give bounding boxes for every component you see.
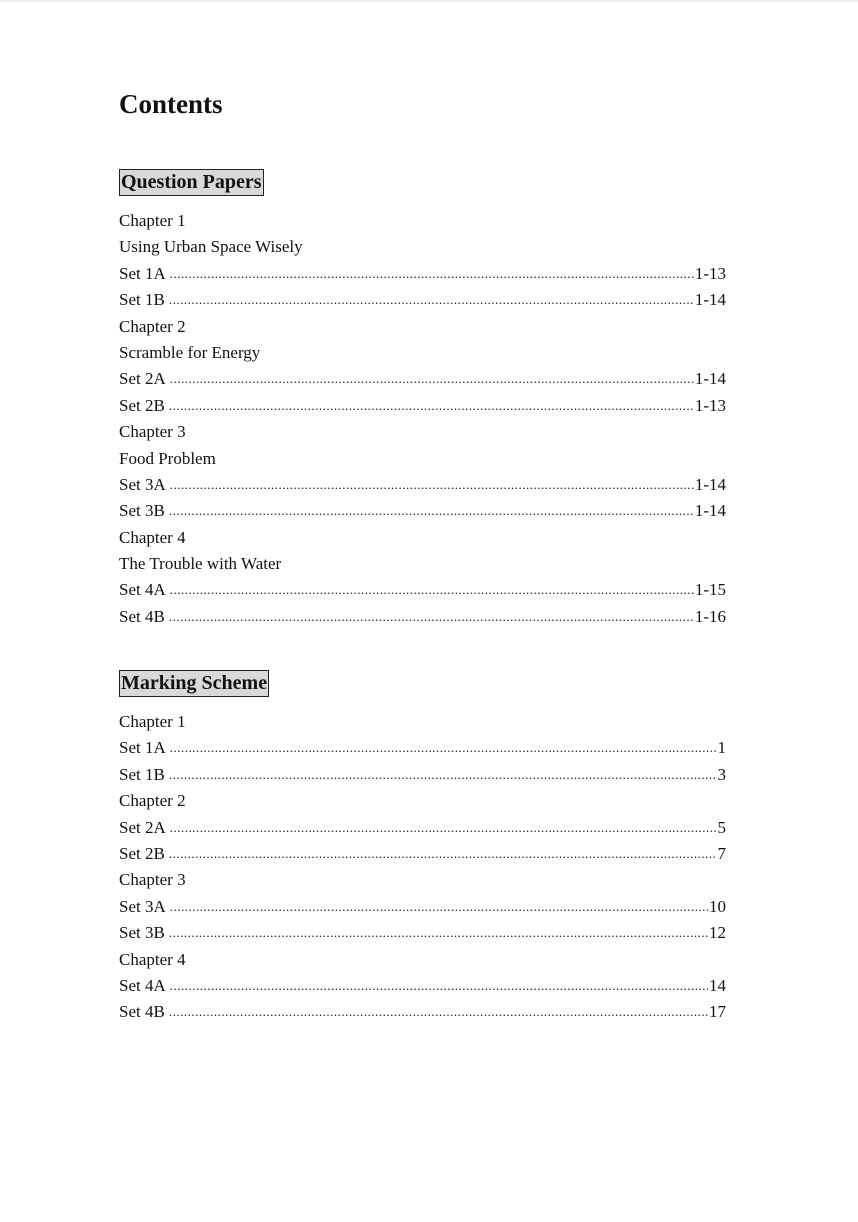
toc-label: Set 1A [119, 738, 166, 758]
toc-label: Food Problem [119, 448, 216, 468]
dot-leader [169, 498, 694, 524]
toc-label: Set 2B [119, 843, 165, 863]
toc-label: Set 3A [119, 474, 166, 494]
toc-label: Chapter 1 [119, 211, 186, 230]
section-question-papers [119, 169, 726, 630]
toc-list [119, 709, 726, 1026]
toc-entry[interactable] [119, 604, 726, 630]
toc-heading [119, 234, 726, 260]
dot-leader [169, 920, 708, 946]
toc-label: Chapter 2 [119, 316, 186, 336]
dot-leader [169, 999, 708, 1025]
toc-heading [119, 947, 726, 973]
dot-leader [169, 841, 717, 867]
toc-entry[interactable] [119, 841, 726, 867]
toc-label: Scramble for Energy [119, 342, 261, 362]
toc-label: Set 4A [119, 580, 166, 600]
dot-leader [170, 815, 717, 841]
section-heading: Question Papers [119, 169, 264, 196]
page-number: 1-13 [694, 395, 726, 415]
dot-leader [170, 577, 694, 603]
section-heading: Marking Scheme [119, 670, 269, 697]
toc-label: Set 1A [119, 263, 166, 283]
page-number: 7 [717, 843, 726, 863]
page-number: 1-15 [694, 580, 726, 600]
toc-label: Set 2A [119, 817, 166, 837]
toc-entry[interactable] [119, 973, 726, 999]
toc-heading [119, 525, 726, 551]
toc-label: Set 2B [119, 395, 165, 415]
toc-list [119, 208, 726, 630]
dot-leader [170, 894, 708, 920]
toc-label: Set 3A [119, 896, 166, 916]
toc-entry[interactable] [119, 577, 726, 603]
page-number: 1-14 [694, 369, 726, 389]
toc-entry[interactable] [119, 815, 726, 841]
page-number: 3 [717, 764, 726, 784]
page-number: 1-13 [694, 263, 726, 283]
page-top-edge [0, 0, 858, 3]
page-number: 1-14 [694, 501, 726, 521]
dot-leader [169, 762, 717, 788]
toc-heading [119, 709, 726, 735]
toc-entry[interactable] [119, 287, 726, 313]
page-number: 1 [717, 738, 726, 758]
section-marking-scheme [119, 670, 726, 1026]
toc-label: Set 4B [119, 606, 165, 626]
toc-entry[interactable] [119, 366, 726, 392]
toc-heading [119, 551, 726, 577]
page-number: 14 [709, 975, 726, 995]
dot-leader [169, 604, 694, 630]
toc-label: Using Urban Space Wisely [119, 237, 303, 257]
page-number: 10 [709, 896, 726, 916]
toc-label: Chapter 3 [119, 870, 186, 890]
dot-leader [170, 472, 694, 498]
toc-label: Set 4B [119, 1002, 165, 1022]
toc-entry[interactable] [119, 472, 726, 498]
toc-label: Chapter 4 [119, 527, 186, 547]
page-number: 1-14 [694, 290, 726, 310]
dot-leader [170, 735, 717, 761]
toc-entry[interactable] [119, 393, 726, 419]
toc-heading [119, 314, 726, 340]
toc-label: Set 2A [119, 369, 166, 389]
page-title: Contents [119, 89, 223, 119]
toc-label: Set 4A [119, 975, 166, 995]
toc-label: Set 3B [119, 501, 165, 521]
toc-label: Chapter 1 [119, 712, 186, 731]
dot-leader [169, 287, 694, 313]
toc-entry[interactable] [119, 261, 726, 287]
toc-heading [119, 867, 726, 893]
page-number: 1-14 [694, 474, 726, 494]
toc-label: Set 3B [119, 923, 165, 943]
toc-heading [119, 788, 726, 814]
dot-leader [169, 393, 694, 419]
toc-heading [119, 446, 726, 472]
toc-entry[interactable] [119, 498, 726, 524]
toc-label: Set 1B [119, 764, 165, 784]
toc-entry[interactable] [119, 920, 726, 946]
toc-label: The Trouble with Water [119, 554, 282, 574]
toc-heading [119, 419, 726, 445]
toc-label: Chapter 3 [119, 422, 186, 442]
toc-entry[interactable] [119, 762, 726, 788]
toc-heading [119, 208, 726, 234]
toc-entry[interactable] [119, 894, 726, 920]
dot-leader [170, 366, 694, 392]
toc-entry[interactable] [119, 999, 726, 1025]
toc-label: Chapter 2 [119, 791, 186, 811]
page-number: 12 [709, 923, 726, 943]
toc-label: Chapter 4 [119, 949, 186, 969]
dot-leader [170, 261, 694, 287]
page-number: 17 [709, 1002, 726, 1022]
page-number: 5 [717, 817, 726, 837]
toc-heading [119, 340, 726, 366]
dot-leader [170, 973, 708, 999]
toc-label: Set 1B [119, 290, 165, 310]
page-number: 1-16 [694, 606, 726, 626]
toc-entry[interactable] [119, 735, 726, 761]
